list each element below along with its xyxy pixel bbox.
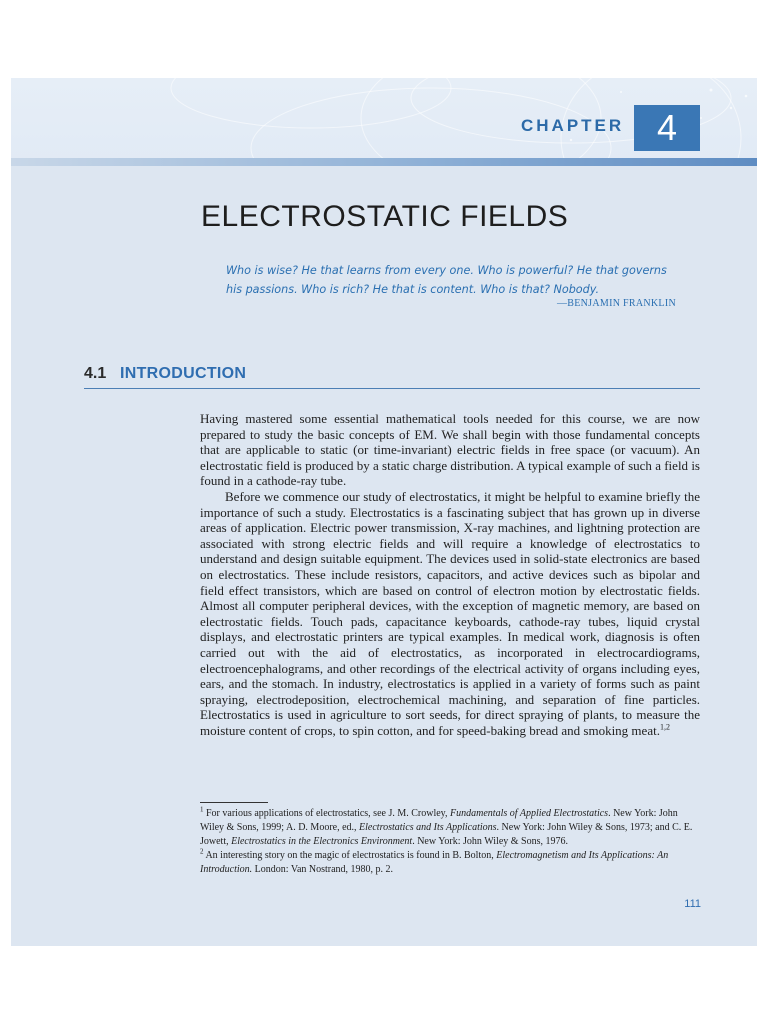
section-number: 4.1 [84, 365, 107, 382]
chapter-number-box [634, 105, 700, 151]
footnote-book-title: Fundamentals of Applied Electrostatics [450, 808, 609, 819]
section-divider [84, 388, 700, 389]
footnote-text: . New York: John Wiley & Sons, 1999; A. D. Moore, ed., [200, 808, 678, 833]
page-number: 111 [684, 898, 701, 910]
footnote-book-title: Electromagnetism and Its Applications: An Introduction. [200, 850, 669, 875]
chapter-number: 4 [656, 107, 678, 148]
paragraph-text: Before we commence our study of electrostatics, it might be helpful to examine briefly the importance of such a study. Electrostatics is a fascinating subject that has grown up in diverse areas of application. Electric power transmission, X-ray machines, and lightning protection are associated with strong electric fields and will require a knowledge of electrostatics to understand and design suitable equipment. The devices used in solid-state electronics are based on electrostatics. These include resistors, capacitors, and active devices such as bipolar and field effect transistors, which are based on control of electron motion by electrostatic fields. Almost all computer peripheral devices, with the exception of magnetic memory, are based on electrostatic fields. Touch pads, capacitance keyboards, cathode-ray tubes, liquid crystal displays, and electrostatic printers are typical examples. In medical work, diagnosis is often carried out with the aid of electrostatics, as incorporated in electrocardiograms, electroencephalograms, and other recordings of the electrical activity of organs including eyes, ears, and the stomach. In industry, electrostatics is applied in a variety of forms such as paint spraying, electrodeposition, electrochemical machining, and separation of fine particles. Electrostatics is used in agriculture to sort seeds, for direct spraying of plants, to measure the moisture content of crops, to spin cotton, and for speed-baking bread and smoking meat. [200, 488, 700, 738]
footnote-book-title: Electrostatics and Its Applications [359, 822, 497, 833]
chapter-label: CHAPTER [521, 116, 625, 135]
footnote-text: . New York: John Wiley & Sons, 1976. [412, 836, 569, 847]
footnote-text: An interesting story on the magic of electrostatics is found in B. Bolton, [205, 850, 497, 861]
paragraph [200, 489, 700, 739]
footnote [200, 849, 700, 877]
body-text [200, 411, 700, 738]
footnote [200, 807, 700, 849]
footnotes [200, 807, 700, 877]
footnote-text: London: Van Nostrand, 1980, p. 2. [252, 864, 394, 875]
epigraph-attribution: —BENJAMIN FRANKLIN [556, 298, 676, 309]
book-page [11, 78, 757, 946]
chapter-title: ELECTROSTATIC FIELDS [201, 200, 569, 233]
footnote-divider [200, 802, 268, 803]
footnote-marker: 2 [200, 847, 204, 856]
paragraph: Having mastered some essential mathematical tools needed for this course, we are now prepared to study the basic concepts of EM. We shall begin with those fundamental concepts that are applicable to static (or time-invariant) electric fields in free space (or vacuum). An electrostatic field is produced by a static charge distribution. A typical example of such a field is found in a cathode-ray tube. [200, 411, 700, 489]
chapter-banner [11, 78, 757, 166]
footnote-marker: 1 [200, 805, 204, 814]
footnote-text: For various applications of electrostatics, see J. M. Crowley, [206, 808, 451, 819]
section-title: INTRODUCTION [120, 365, 247, 382]
footnote-book-title: Electrostatics in the Electronics Environment [231, 836, 413, 847]
banner-gradient-bar [11, 158, 757, 166]
footnote-reference: 1,2 [659, 722, 670, 732]
epigraph-quote: Who is wise? He that learns from every one. Who is powerful? He that governs his passions. Who is rich? He that is content. Who is that? Nobody. [226, 264, 667, 296]
footnote-text: . New York: John Wiley & Sons, 1973; and C. E. Jowett, [200, 822, 693, 847]
